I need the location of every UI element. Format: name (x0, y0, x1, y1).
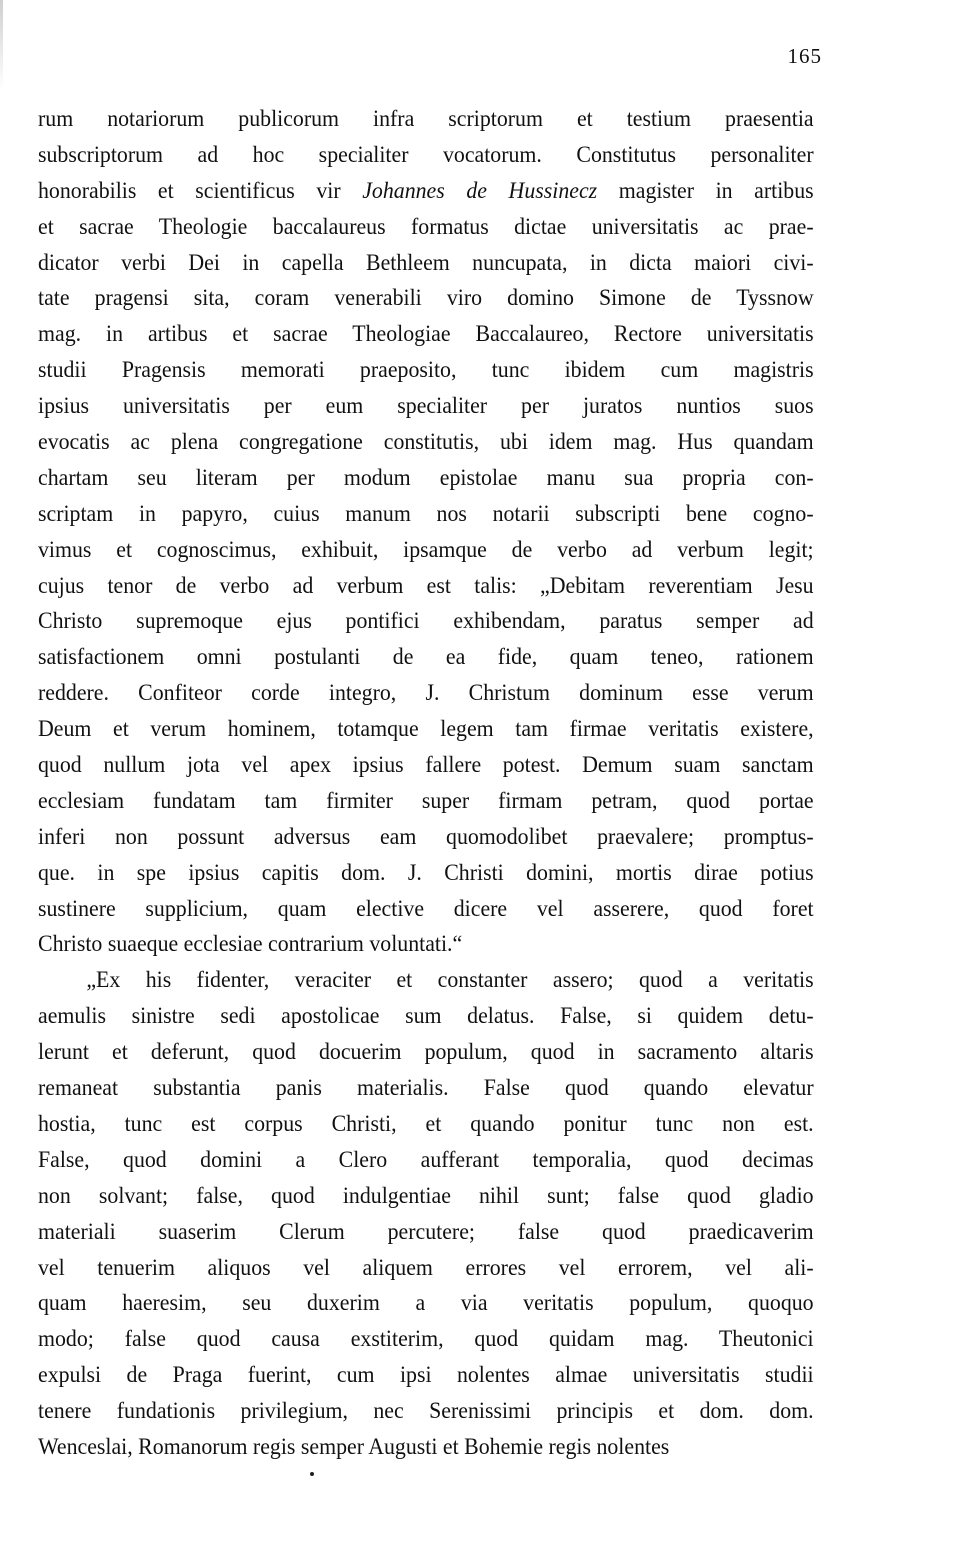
text-line: sustinere supplicium, quam elective dicere vel asserere, quod foret (38, 895, 814, 922)
text-line: honorabilis et scientificus vir Johannes de Hussinecz magister in artibus (38, 177, 814, 204)
italic-name: Johannes de Hussinecz (362, 177, 598, 204)
text-line: quod nullum jota vel apex ipsius fallere potest. Demum suam sanctam (38, 752, 814, 779)
text-line: aemulis sinistre sedi apostolicae sum delatus. False, si quidem detu- (38, 1003, 814, 1030)
body-text (38, 102, 814, 1466)
text-line: rum notariorum publicorum infra scriptorum et testium praesentia (38, 106, 814, 132)
text-line: tate pragensi sita, coram venerabili viro domino Simone de Tyssnow (38, 285, 814, 312)
text-line: vimus et cognoscimus, exhibuit, ipsamque de verbo ad verbum legit; (38, 536, 814, 563)
text-line: subscriptorum ad hoc specialiter vocatorum. Constitutus personaliter (38, 141, 814, 168)
text-line: vel tenuerim aliquos vel aliquem errores vel errorem, vel ali- (38, 1254, 814, 1281)
text-line: reddere. Confiteor corde integro, J. Christum dominum esse verum (38, 680, 814, 707)
text-line: satisfactionem omni postulanti de ea fide, quam teneo, rationem (38, 644, 814, 671)
page-edge-shadow (0, 0, 3, 90)
text-line: hostia, tunc est corpus Christi, et quando ponitur tunc non est. (38, 1110, 814, 1137)
text-line: quam haeresim, seu duxerim a via veritatis populum, quoquo (38, 1290, 814, 1317)
text-line: inferi non possunt adversus eam quomodolibet praevalere; promptus- (38, 823, 814, 850)
text-line: ecclesiam fundatam tam firmiter super firmam petram, quod portae (38, 787, 814, 814)
text-line: materiali suaserim Clerum percutere; false quod praedicaverim (38, 1218, 814, 1245)
text-line: que. in spe ipsius capitis dom. J. Christi domini, mortis dirae potius (38, 859, 814, 886)
text-line: scriptam in papyro, cuius manum nos notarii subscripti bene cogno- (38, 500, 814, 527)
text-line: remaneat substantia panis materialis. False quod quando elevatur (38, 1075, 814, 1102)
text-line: tenere fundationis privilegium, nec Serenissimi principis et dom. dom. (38, 1398, 814, 1425)
text-line: Christo supremoque ejus pontifici exhibendam, paratus semper ad (38, 608, 814, 635)
text-line: Christo suaeque ecclesiae contrarium voluntati.“ (38, 931, 463, 958)
text-line: „Ex his fidenter, veraciter et constanter assero; quod a veritatis (86, 967, 814, 994)
text-line: et sacrae Theologie baccalaureus formatus dictae universitatis ac prae- (38, 213, 814, 240)
text-line: dicator verbi Dei in capella Bethleem nuncupata, in dicta maiori civi- (38, 249, 814, 276)
page-number: 165 (787, 44, 822, 68)
text-line: Wenceslai, Romanorum regis semper Augusti et Bohemie regis nolentes (38, 1433, 670, 1460)
text-line: non solvant; false, quod indulgentiae nihil sunt; false quod gladio (38, 1182, 814, 1209)
text-line: modo; false quod causa exstiterim, quod quidam mag. Theutonici (38, 1326, 814, 1353)
text-line: False, quod domini a Clero aufferant temporalia, quod decimas (38, 1146, 814, 1173)
text-line: lerunt et deferunt, quod docuerim populum, quod in sacramento altaris (38, 1039, 814, 1066)
text-line: mag. in artibus et sacrae Theologiae Baccalaureo, Rectore universitatis (38, 321, 814, 348)
text-line: studii Pragensis memorati praeposito, tunc ibidem cum magistris (38, 357, 814, 384)
text-line: Deum et verum hominem, totamque legem tam firmae veritatis existere, (38, 716, 814, 743)
text-line: evocatis ac plena congregatione constitutis, ubi idem mag. Hus quandam (38, 429, 814, 456)
text-line: cujus tenor de verbo ad verbum est talis: „Debitam reverentiam Jesu (38, 572, 814, 599)
text-line: ipsius universitatis per eum specialiter per juratos nuntios suos (38, 393, 814, 420)
ink-speck (310, 1472, 314, 1476)
text-line: chartam seu literam per modum epistolae manu sua propria con- (38, 464, 814, 491)
text-line: expulsi de Praga fuerint, cum ipsi nolentes almae universitatis studii (38, 1362, 814, 1389)
